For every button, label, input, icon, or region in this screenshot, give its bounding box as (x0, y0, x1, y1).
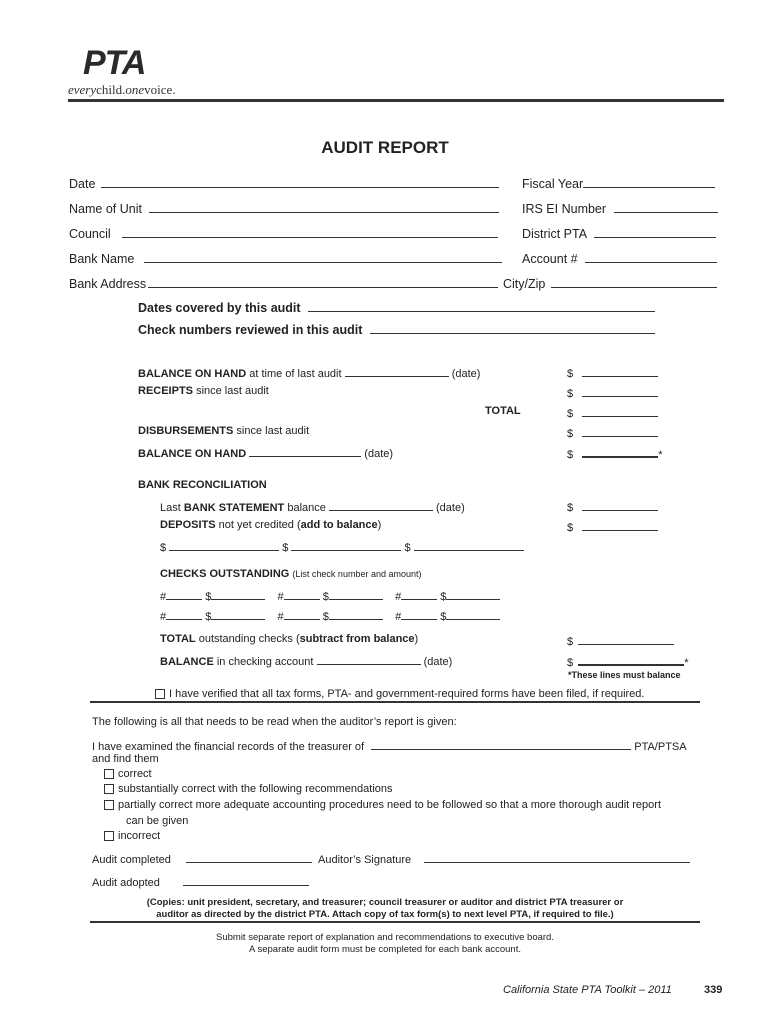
must-balance-note: *These lines must balance (568, 670, 681, 680)
checkbox-icon[interactable] (155, 689, 165, 699)
total-outstanding-row: TOTAL outstanding checks (subtract from balance) (160, 633, 419, 645)
section-rule-2 (90, 921, 700, 923)
option-correct[interactable]: correct (104, 768, 152, 780)
page-title: AUDIT REPORT (321, 138, 449, 157)
bank-statement-amount[interactable]: $ (567, 499, 658, 514)
bank-name-field[interactable]: Bank Name (69, 251, 502, 266)
option-partially-cont: can be given (126, 815, 189, 827)
logo-tagline: everychild.onevoice. (68, 82, 176, 97)
boh2-amount[interactable]: $ * (567, 445, 662, 461)
dates-covered-field[interactable]: Dates covered by this audit (138, 300, 655, 315)
bank-statement-row[interactable]: Last BANK STATEMENT balance (date) (160, 499, 465, 514)
copies-line-1: (Copies: unit president, secretary, and treasurer; council treasurer or auditor and district PTA treasurer or (146, 897, 624, 908)
total-amount[interactable]: $ (567, 405, 658, 420)
audit-completed-field[interactable]: Audit completed (92, 851, 312, 866)
council-field[interactable]: Council (69, 226, 498, 241)
fiscal-year-field[interactable]: Fiscal Year (522, 176, 715, 191)
bank-reconciliation-heading: BANK RECONCILIATION (138, 479, 267, 491)
checks-row-1[interactable]: # $ # $ # $ (160, 588, 500, 603)
pta-logo: PTA (83, 44, 146, 82)
deposits-detail-row[interactable]: $ $ $ (160, 539, 524, 554)
deposits-row: DEPOSITS not yet credited (add to balance) (160, 519, 382, 531)
checkbox-icon[interactable] (104, 769, 114, 779)
submit-line-2: A separate audit form must be completed for each bank account. (249, 944, 521, 955)
option-incorrect[interactable]: incorrect (104, 830, 160, 842)
header-rule (68, 99, 724, 102)
irs-ei-field[interactable]: IRS EI Number (522, 201, 718, 216)
submit-line-1: Submit separate report of explanation and recommendations to executive board. (216, 932, 554, 943)
page-number: 339 (704, 984, 723, 996)
following-text: The following is all that needs to be read when the auditor’s report is given: (92, 716, 457, 728)
deposits-amount[interactable]: $ (567, 519, 658, 534)
balance-on-hand-row[interactable]: BALANCE ON HAND at time of last audit (date) (138, 365, 480, 380)
balance-on-hand-2-row[interactable]: BALANCE ON HAND (date) (138, 445, 393, 460)
checkbox-icon[interactable] (104, 784, 114, 794)
city-zip-field[interactable]: City/Zip (503, 276, 717, 291)
total-outstanding-amount[interactable]: $ (567, 633, 674, 648)
checkbox-icon[interactable] (104, 800, 114, 810)
balance-checking-amount[interactable]: $ * (567, 653, 688, 669)
checks-outstanding-heading: CHECKS OUTSTANDING (List check number and amount) (160, 568, 422, 580)
check-numbers-field[interactable]: Check numbers reviewed in this audit (138, 322, 655, 337)
checks-row-2[interactable]: # $ # $ # $ (160, 608, 500, 623)
bank-address-field[interactable]: Bank Address (69, 276, 498, 291)
date-field[interactable]: Date (69, 176, 499, 191)
receipts-row: RECEIPTS since last audit (138, 385, 269, 397)
copies-line-2: auditor as directed by the district PTA. Attach copy of tax form(s) to next level PTA, if required to file.) (156, 909, 614, 920)
account-field[interactable]: Account # (522, 251, 717, 266)
receipts-amount[interactable]: $ (567, 385, 658, 400)
find-them-text: and find them (92, 753, 159, 765)
footer-toolkit: California State PTA Toolkit – 2011 (503, 984, 672, 996)
boh-amount[interactable]: $ (567, 365, 658, 380)
disbursements-amount[interactable]: $ (567, 425, 658, 440)
option-substantially[interactable]: substantially correct with the following recommendations (104, 783, 393, 795)
option-partially[interactable]: partially correct more adequate accounting procedures need to be followed so that a more thorough audit report (104, 799, 661, 811)
examined-row[interactable]: I have examined the financial records of the treasurer of PTA/PTSA (92, 738, 687, 753)
auditor-signature-field[interactable]: Auditor’s Signature (318, 851, 690, 866)
checkbox-icon[interactable] (104, 831, 114, 841)
verified-checkbox[interactable]: I have verified that all tax forms, PTA- and government-required forms have been filed, if required. (155, 688, 644, 700)
audit-adopted-field[interactable]: Audit adopted (92, 874, 309, 889)
disbursements-row: DISBURSEMENTS since last audit (138, 425, 310, 437)
district-pta-field[interactable]: District PTA (522, 226, 716, 241)
section-rule-1 (90, 701, 700, 703)
total-label: TOTAL (485, 405, 521, 417)
name-of-unit-field[interactable]: Name of Unit (69, 201, 499, 216)
balance-checking-row[interactable]: BALANCE in checking account (date) (160, 653, 452, 668)
